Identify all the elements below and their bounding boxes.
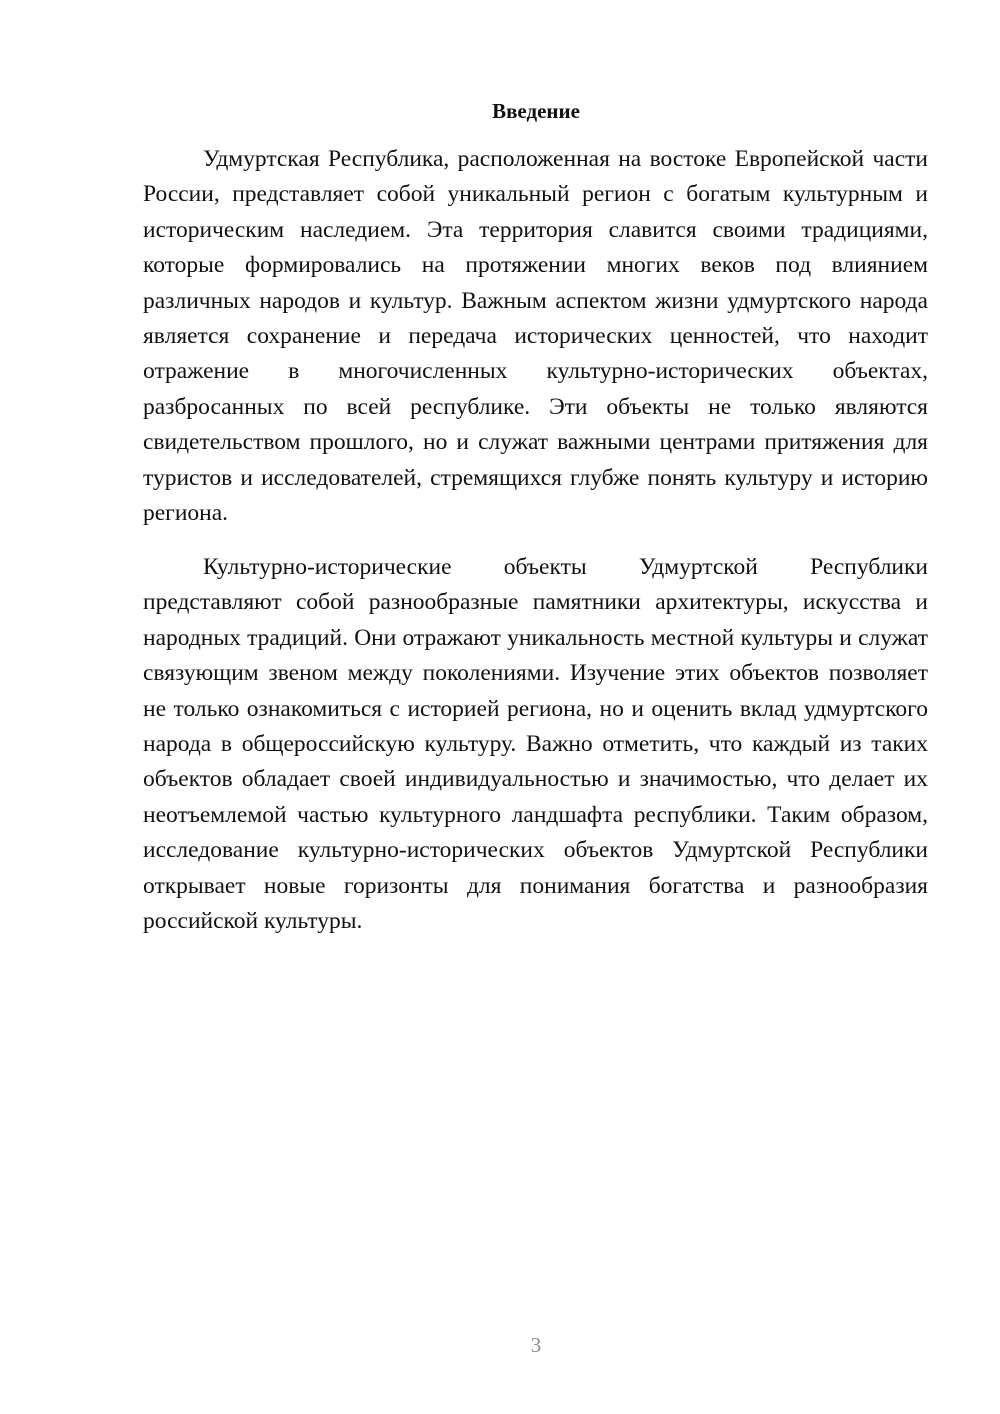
page-number: 3 bbox=[530, 1333, 542, 1357]
section-title: Введение bbox=[492, 99, 580, 123]
paragraph-2: Культурно-исторические объекты Удмуртской Республики представляют собой разнообразные памятники архитектуры, искусства и народных традиций. Они отражают уникальность местной культуры и служат связующим звеном между поколениями. Изучение этих объектов позволяет не только ознакомиться с историей региона, но и оценить вклад удмуртского народа в общероссийскую культуру. Важно отметить, что каждый из таких объектов обладает своей индивидуальностью и значимостью, что делает их неотъемлемой частью культурного ландшафта республики. Таким образом, исследование культурно-исторических объектов Удмуртской Республики открывает новые горизонты для понимания богатства и разнообразия российской культуры. bbox=[143, 554, 928, 935]
paragraph-1: Удмуртская Республика, расположенная на востоке Европейской части России, представляет собой уникальный регион с богатым культурным и историческим наследием. Эта территория славится своими традициями, которые формировались на протяжении многих веков под влиянием различных народов и культур. Важным аспектом жизни удмуртского народа является сохранение и передача исторических ценностей, что находит отражение в многочисленных культурно-исторических объектах, разбросанных по всей республике. Эти объекты не только являются свидетельством прошлого, но и служат важными центрами притяжения для туристов и исследователей, стремящихся глубже понять культуру и историю региона. bbox=[143, 146, 928, 527]
